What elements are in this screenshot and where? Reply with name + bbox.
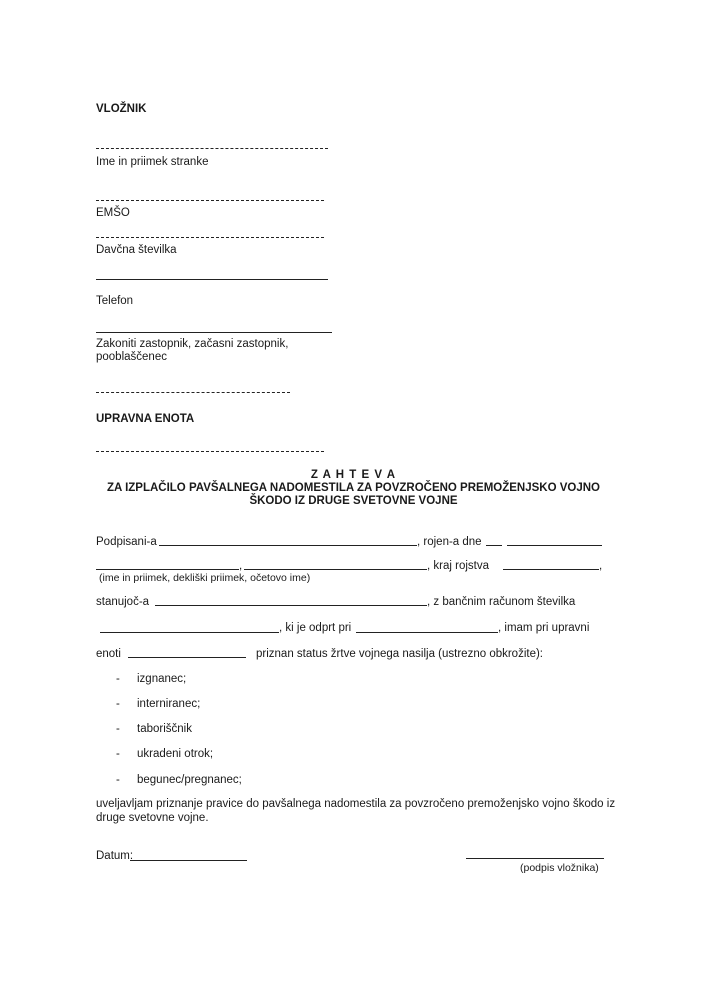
- form-subtitle-line1: ZA IZPLAČILO PAVŠALNEGA NADOMESTILA ZA POVZROČENO PREMOŽENJSKO VOJNO: [106, 482, 601, 494]
- opened-label: , ki je odprt pri: [279, 622, 352, 634]
- applicant-heading: VLOŽNIK: [96, 103, 147, 115]
- unit-field[interactable]: [128, 657, 246, 658]
- status-option-begunec[interactable]: begunec/pregnanec;: [137, 774, 242, 786]
- tax-number-field-line[interactable]: [96, 237, 324, 238]
- name-separator: ,: [239, 560, 243, 572]
- name-field-line[interactable]: [96, 148, 328, 149]
- tax-number-label: Davčna številka: [96, 244, 177, 256]
- representative-label-line2: pooblaščenec: [96, 351, 167, 363]
- address-field[interactable]: [155, 605, 427, 606]
- residing-label: stanujoč-a: [96, 596, 150, 608]
- claim-line2: druge svetovne vojne.: [96, 812, 209, 824]
- name-label: Ime in priimek stranke: [96, 156, 209, 168]
- form-subtitle-line2: ŠKODO IZ DRUGE SVETOVNE VOJNE: [249, 495, 458, 507]
- status-dash: -: [116, 748, 120, 760]
- account-number-field[interactable]: [100, 632, 279, 633]
- signed-label: Podpisani-a: [96, 536, 157, 548]
- representative-name-line[interactable]: [96, 392, 290, 393]
- form-title: Z A H T E V A: [310, 469, 397, 481]
- bank-field[interactable]: [356, 632, 498, 633]
- phone-field-line[interactable]: [96, 279, 328, 280]
- full-name-field[interactable]: [96, 569, 239, 570]
- status-option-izgnanec[interactable]: izgnanec;: [137, 673, 187, 685]
- unit-label: enoti: [96, 648, 121, 660]
- status-dash: -: [116, 774, 120, 786]
- birthplace-field[interactable]: [503, 569, 599, 570]
- status-option-ukradeni-otrok[interactable]: ukradeni otrok;: [137, 748, 214, 760]
- administrative-unit-field-line[interactable]: [96, 451, 324, 452]
- recipient-heading: UPRAVNA ENOTA: [96, 413, 195, 425]
- birthplace-comma: ,: [599, 560, 603, 572]
- status-option-taboriscnik[interactable]: taboriščnik: [137, 723, 192, 735]
- birthplace-label: , kraj rojstva: [427, 560, 489, 572]
- status-label: priznan status žrtve vojnega nasilja (ustrezno obkrožite):: [256, 648, 544, 660]
- emso-field-line[interactable]: [96, 200, 324, 201]
- claim-line1: uveljavljam priznanje pravice do pavšalnega nadomestila za povzročeno premoženjsko vojno škodo iz: [96, 798, 616, 810]
- signed-name-field[interactable]: [159, 545, 417, 546]
- status-option-interniranec[interactable]: interniranec;: [137, 698, 201, 710]
- birth-date-field-b[interactable]: [507, 545, 602, 546]
- date-label: Datum:: [96, 850, 134, 862]
- signature-label: (podpis vložnika): [520, 862, 599, 874]
- representative-field-line[interactable]: [96, 332, 332, 333]
- office-label: , imam pri upravni: [498, 622, 590, 634]
- status-dash: -: [116, 723, 120, 735]
- account-label: , z bančnim računom številka: [427, 596, 576, 608]
- status-dash: -: [116, 673, 120, 685]
- maiden-name-field[interactable]: [244, 569, 427, 570]
- date-field[interactable]: [130, 860, 247, 861]
- birth-date-field-a[interactable]: [486, 545, 502, 546]
- signature-line[interactable]: [466, 858, 604, 859]
- status-dash: -: [116, 698, 120, 710]
- phone-label: Telefon: [96, 295, 134, 307]
- names-hint: (ime in priimek, dekliški priimek, očetovo ime): [99, 572, 311, 584]
- representative-label-line1: Zakoniti zastopnik, začasni zastopnik,: [96, 338, 289, 350]
- emso-label: EMŠO: [96, 207, 130, 219]
- born-label: , rojen-a dne: [417, 536, 482, 548]
